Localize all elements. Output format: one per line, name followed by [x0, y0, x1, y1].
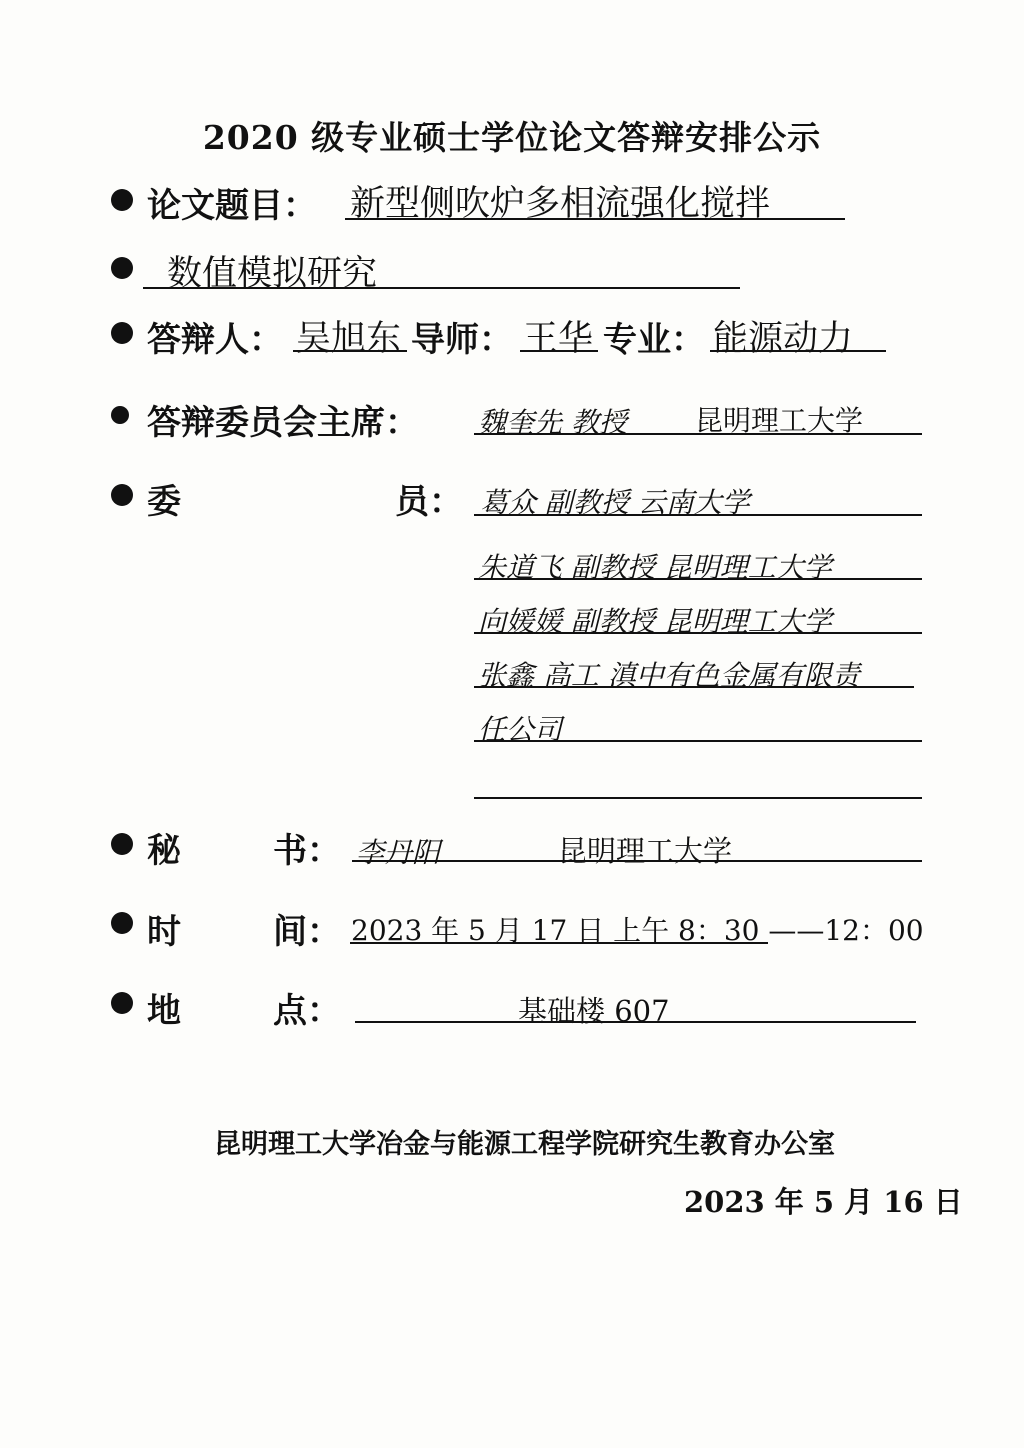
members-label-2: 员：	[395, 482, 463, 522]
footer-date: 2023 年 5 月 16 日	[684, 1185, 963, 1219]
chair-name: 魏奎先 教授	[478, 406, 627, 439]
members-label-1: 委	[147, 482, 181, 522]
underline	[352, 860, 922, 862]
bullet-icon	[111, 189, 133, 211]
chair-label: 答辩委员会主席：	[147, 403, 419, 443]
underline	[474, 578, 922, 580]
footer-office: 昆明理工大学冶金与能源工程学院研究生教育办公室	[214, 1129, 835, 1160]
underline	[474, 514, 922, 516]
bullet-icon	[111, 912, 133, 934]
secretary-name: 李丹阳	[356, 836, 441, 869]
time-value: 2023 年 5 月 17 日 上午 8：30 ——12：00	[351, 914, 924, 947]
advisor-name: 王华	[523, 319, 594, 359]
defender-name: 吴旭东	[296, 319, 402, 359]
bullet-icon	[111, 833, 133, 855]
member-4: 张鑫 高工 滇中有色金属有限责	[478, 659, 860, 692]
bullet-icon	[111, 992, 133, 1014]
major-value: 能源动力	[713, 319, 854, 359]
underline	[474, 686, 914, 688]
underline	[293, 350, 407, 352]
place-value: 基础楼 607	[518, 994, 670, 1028]
bullet-icon	[111, 322, 133, 344]
thesis-title-line1: 新型侧吹炉多相流强化搅拌	[350, 184, 771, 224]
member-2: 朱道飞 副教授 昆明理工大学	[478, 551, 832, 584]
member-5: 任公司	[478, 713, 563, 746]
underline	[474, 632, 922, 634]
underline	[474, 797, 922, 799]
thesis-title-line2: 数值模拟研究	[167, 254, 378, 294]
major-label: 专业：	[603, 320, 705, 360]
underline	[143, 287, 740, 289]
place-label-1: 地	[147, 991, 181, 1031]
underline	[350, 942, 768, 944]
bullet-icon	[111, 406, 129, 424]
time-label-2: 间：	[273, 912, 341, 952]
underline	[520, 350, 598, 352]
bullet-icon	[111, 484, 133, 506]
secretary-label-1: 秘	[147, 831, 181, 871]
secretary-org: 昆明理工大学	[558, 834, 733, 868]
member-1: 葛众 副教授 云南大学	[480, 486, 750, 519]
underline	[474, 740, 922, 742]
underline	[474, 433, 922, 435]
place-label-2: 点：	[273, 991, 341, 1031]
member-3: 向媛媛 副教授 昆明理工大学	[478, 605, 832, 638]
advisor-label: 导师：	[411, 320, 513, 360]
chair-org: 昆明理工大学	[695, 404, 864, 437]
bullet-icon	[111, 257, 133, 279]
page-title: 2020 级专业硕士学位论文答辩安排公示	[202, 118, 822, 157]
defender-label: 答辩人：	[147, 320, 283, 360]
secretary-label-2: 书：	[273, 831, 341, 871]
time-label-1: 时	[147, 912, 181, 952]
underline	[710, 350, 886, 352]
thesis-label: 论文题目：	[147, 186, 317, 226]
underline	[355, 1021, 916, 1023]
underline	[345, 218, 845, 220]
